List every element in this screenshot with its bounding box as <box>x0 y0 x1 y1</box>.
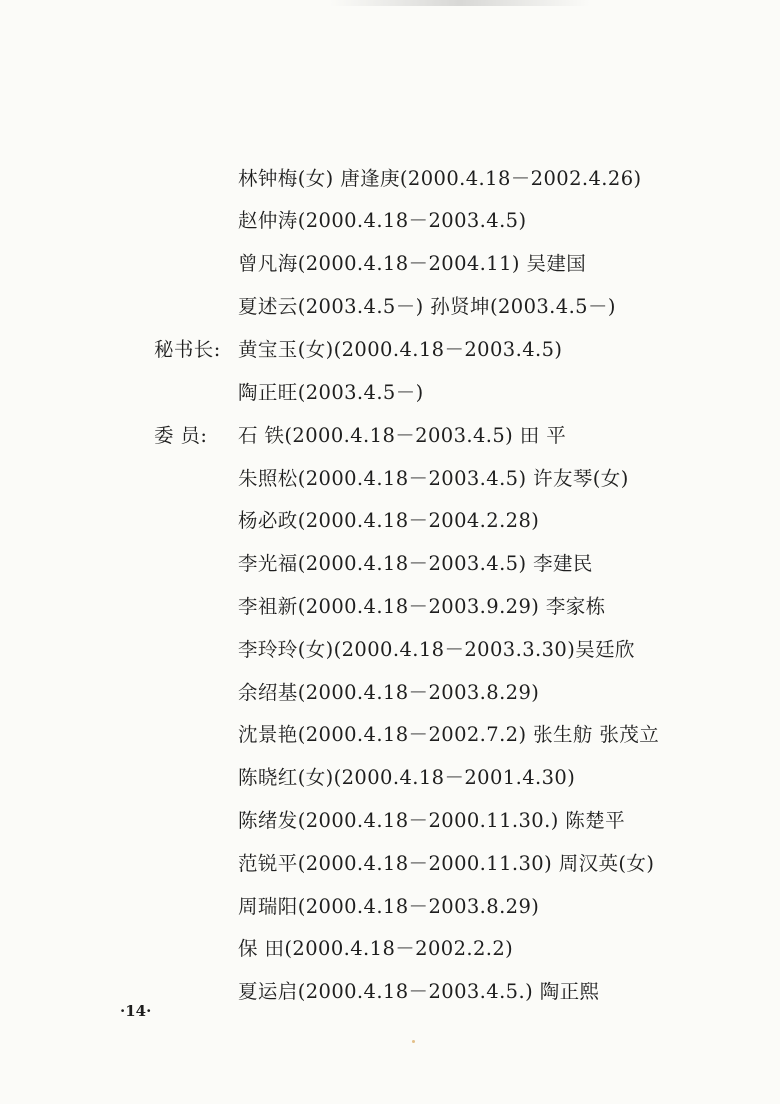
entry-text: 余绍基(2000.4.18－2003.8.29) <box>238 681 540 704</box>
entry-text: 夏述云(2003.4.5－) 孙贤坤(2003.4.5－) <box>238 295 616 318</box>
entry-text: 范锐平(2000.4.18－2000.11.30) 周汉英(女) <box>238 852 655 875</box>
entry-text: 朱照松(2000.4.18－2003.4.5) 许友琴(女) <box>238 467 629 490</box>
entry-label: 秘书长: <box>154 338 221 361</box>
entry-text: 李光福(2000.4.18－2003.4.5) 李建民 <box>238 552 593 575</box>
entry-text: 陈绪发(2000.4.18－2000.11.30.) 陈楚平 <box>238 809 626 832</box>
entry-text: 石 铁(2000.4.18－2003.4.5) 田 平 <box>238 424 567 447</box>
entry-text: 黄宝玉(女)(2000.4.18－2003.4.5) <box>238 338 563 361</box>
scan-speck <box>412 1040 415 1043</box>
entry-text: 保 田(2000.4.18－2002.2.2) <box>238 937 514 960</box>
scan-edge-shadow <box>330 0 590 6</box>
entry-text: 林钟梅(女) 唐逢庚(2000.4.18－2002.4.26) <box>238 167 642 190</box>
entry-text: 陈晓红(女)(2000.4.18－2001.4.30) <box>238 766 576 789</box>
entry-text: 李祖新(2000.4.18－2003.9.29) 李家栋 <box>238 595 606 618</box>
entry-text: 周瑞阳(2000.4.18－2003.8.29) <box>238 895 540 918</box>
entry-text: 曾凡海(2000.4.18－2004.11) 吴建国 <box>238 252 587 275</box>
entry-text: 杨必政(2000.4.18－2004.2.28) <box>238 509 540 532</box>
page-number: ·14· <box>120 1002 152 1020</box>
entry-text: 李玲玲(女)(2000.4.18－2003.3.30)吴廷欣 <box>238 638 635 661</box>
entry-text: 沈景艳(2000.4.18－2002.7.2) 张生舫 张茂立 <box>238 723 660 746</box>
entry-text: 赵仲涛(2000.4.18－2003.4.5) <box>238 209 527 232</box>
entry-label: 委 员: <box>154 424 208 447</box>
entry-text: 陶正旺(2003.4.5－) <box>238 381 424 404</box>
entry-text: 夏运启(2000.4.18－2003.4.5.) 陶正熙 <box>238 980 600 1003</box>
